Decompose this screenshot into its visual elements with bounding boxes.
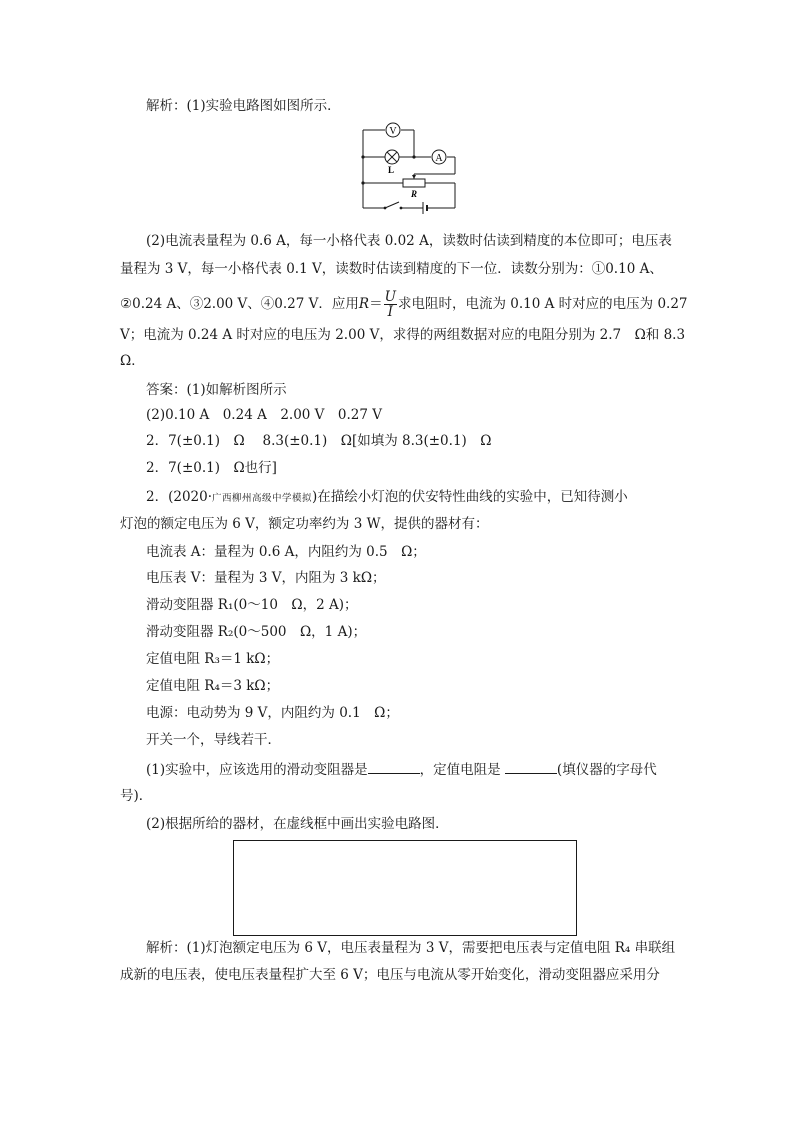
analysis-2-line-5: Ω． [120,353,145,369]
part-1-text-c: (填仪器的字母代 [556,762,657,778]
part-1-text-b: ，定值电阻是 [419,762,505,778]
analysis-2-line-1: (2)电流表量程为 0.6 A，每一小格代表 0.02 A，读数时估读到精度的本位即可；电压表 [146,233,672,249]
analysis-2-line-3 [120,290,688,319]
answer-blank-resistor[interactable] [505,759,557,774]
equipment-item: 电流表 A：量程为 0.6 A，内阻约为 0.5 Ω； [146,544,426,560]
question-2-line-2: 灯泡的额定电压为 6 V，额定功率约为 3 W，提供的器材有： [120,516,489,532]
equipment-item: 开关一个，导线若干． [146,732,281,748]
question-2-prefix: 2．(2020· [146,489,213,505]
part-1-text-a: (1)实验中，应该选用的滑动变阻器是 [146,762,368,778]
resistor-label: R [411,189,418,199]
answer-line-1: 答案：(1)如解析图所示 [146,382,287,398]
ammeter-label: A [435,153,443,164]
circuit-drawing-box[interactable] [233,840,577,936]
fraction-numerator: U [384,289,396,305]
question-2-part-2: (2)根据所给的器材，在虚线框中画出实验电路图． [146,816,449,832]
switch-symbol [385,202,399,208]
answer-line-4: 2．7(±0.1) Ω也行] [146,460,277,476]
analysis-2-line-2: 量程为 3 V，每一小格代表 0.1 V，读数时估读到精度的下一位．读数分别为：①0.10 A、 [120,261,663,277]
lamp-label: L [388,165,395,175]
equipment-item: 滑动变阻器 R₁(0～10 Ω，2 A)； [146,597,358,613]
fraction-denominator: I [387,304,393,320]
equipment-item: 电源：电动势为 9 V，内阻约为 0.1 Ω； [146,705,399,721]
equipment-item: 定值电阻 R₄＝3 kΩ； [146,678,280,694]
equipment-item: 滑动变阻器 R₂(0～500 Ω，1 A)； [146,624,367,640]
question-2-line-1 [146,487,628,509]
question-2-part-1-cont: 号)． [120,788,153,804]
formula-eq: ＝ [369,296,383,312]
answer-line-3: 2．7(±0.1) Ω 8.3(±0.1) Ω[如填为 8.3(±0.1) Ω [146,433,492,449]
equipment-item: 电压表 V：量程为 3 V，内阻为 3 kΩ； [146,570,386,586]
analysis-1-line [146,96,341,116]
answer-line-2: (2)0.10 A 0.24 A 2.00 V 0.27 V [146,407,383,423]
circuit-diagram [355,120,465,216]
rheostat-symbol [403,179,425,187]
answer-blank-rheostat[interactable] [368,759,420,774]
analysis-3-line-2: 成新的电压表，使电压表量程扩大至 6 V；电压与电流从零开始变化，滑动变阻器应采用分 [120,967,660,983]
formula-r: R [358,296,370,312]
analysis-2-line-3b: 求电阻时，电流为 0.10 A 时对应的电压为 0.27 [397,296,688,312]
question-2-rest: )在描绘小灯泡的伏安特性曲线的实验中，已知待测小 [312,489,628,505]
analysis-label: 解析： [146,98,187,114]
analysis-2-line-4: V；电流为 0.24 A 时对应的电压为 2.00 V，求得的两组数据对应的电阻分别为 2.7 Ω和 8.3 [120,327,686,343]
question-2-source: 广西柳州高级中学模拟 [212,493,313,504]
analysis-1-text: (1)实验电路图如图所示． [186,98,341,114]
voltmeter-label: V [389,126,397,137]
analysis-3-line-1: 解析：(1)灯泡额定电压为 6 V，电压表量程为 3 V，需要把电压表与定值电阻 R₄ 串联组 [146,940,676,956]
formula-fraction [384,290,397,319]
analysis-2-line-3a: ②0.24 A、③2.00 V、④0.27 V．应用 [120,296,359,312]
question-2-part-1 [146,759,657,780]
equipment-item: 定值电阻 R₃＝1 kΩ； [146,651,280,667]
